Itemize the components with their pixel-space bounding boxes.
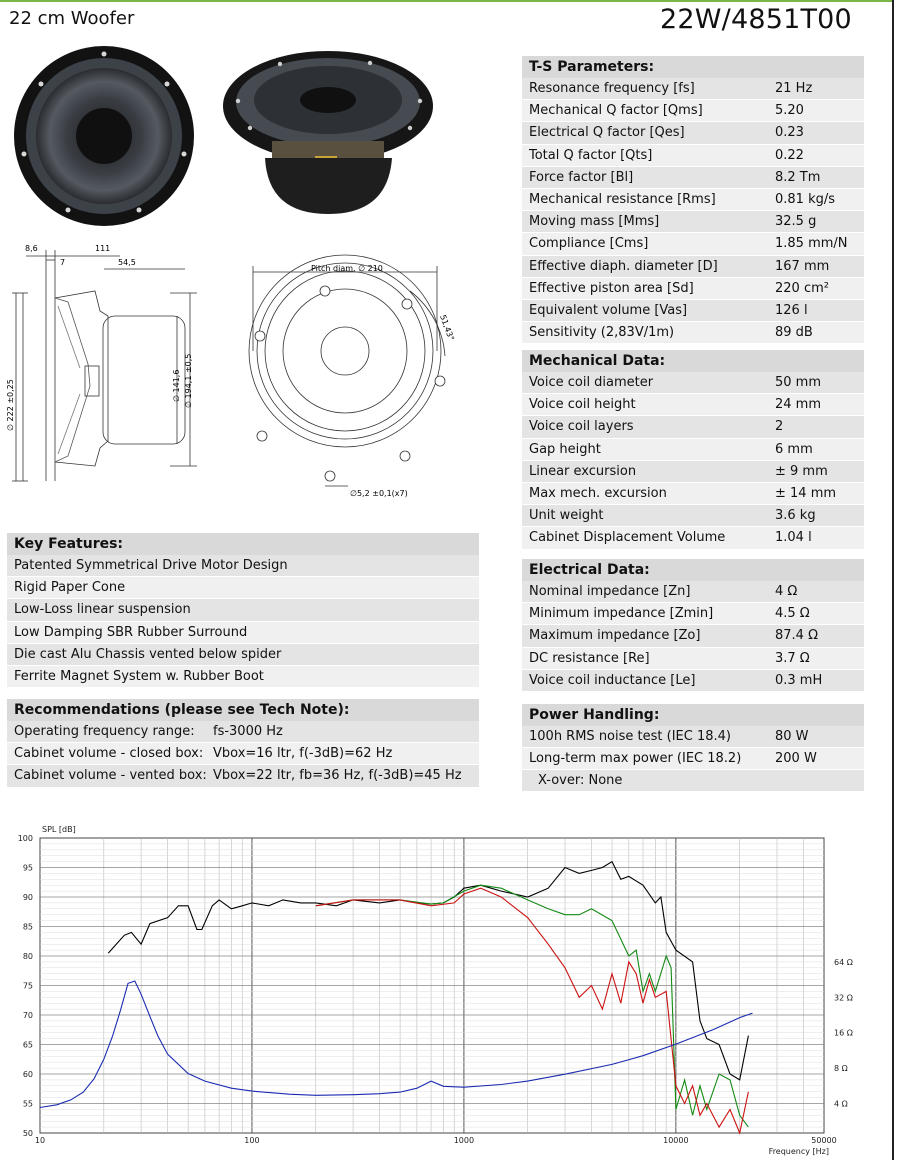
- key-features-title: Key Features:: [7, 533, 479, 555]
- y-tick-label: 55: [22, 1099, 33, 1109]
- mechanical-data-panel: [522, 350, 864, 550]
- model-number-title: 22W/4851T00: [660, 4, 852, 35]
- y-tick-label: 60: [22, 1070, 33, 1079]
- electrical-data-panel: [522, 559, 864, 692]
- y-tick-label: 70: [22, 1011, 33, 1020]
- param-label: Cabinet Displacement Volume: [529, 530, 726, 546]
- param-value: 8.2 Tm: [775, 169, 821, 185]
- x-tick-label: 10000: [663, 1136, 689, 1145]
- y-tick-label: 80: [22, 952, 33, 961]
- param-label: Total Q factor [Qts]: [529, 147, 653, 163]
- page-edge-rule: [892, 0, 894, 1160]
- table-row: [522, 461, 864, 483]
- param-value: 50 mm: [775, 375, 822, 390]
- impedance-tick-label: 64 Ω: [834, 957, 853, 967]
- table-row: [522, 100, 864, 122]
- product-type-title: 22 cm Woofer: [9, 8, 135, 29]
- param-value: ± 14 mm: [775, 485, 837, 501]
- power-handling-panel: [522, 704, 864, 792]
- param-label: Cabinet volume - closed box:: [14, 746, 204, 762]
- table-row: [7, 721, 479, 743]
- table-row: [522, 505, 864, 527]
- x-tick-label: 100: [244, 1136, 260, 1145]
- xover-note: X-over: None: [522, 770, 864, 792]
- y-tick-label: 85: [22, 922, 33, 932]
- y-tick-label: 95: [22, 863, 33, 873]
- y-tick-label: 100: [17, 834, 33, 843]
- param-value: 32.5 g: [775, 214, 817, 230]
- param-label: Voice coil diameter: [529, 375, 654, 390]
- param-label: Mechanical resistance [Rms]: [529, 191, 716, 207]
- param-label: Sensitivity (2,83V/1m): [529, 325, 675, 341]
- dim-222: ∅ 222 ±0,25: [6, 379, 15, 431]
- table-row: [522, 483, 864, 505]
- y-tick-label: 75: [22, 981, 33, 991]
- table-row: [522, 233, 864, 255]
- param-value: 24 mm: [775, 397, 822, 413]
- param-value: 0.23: [775, 125, 804, 141]
- feature-text: Die cast Alu Chassis vented below spider: [14, 646, 282, 662]
- param-value: 1.04 l: [775, 530, 812, 546]
- table-row: [522, 122, 864, 144]
- param-value: Vbox=16 ltr, f(-3dB)=62 Hz: [213, 746, 393, 762]
- angle-label: 51,43°: [438, 313, 456, 342]
- side-photo: [220, 46, 440, 221]
- param-label: Mechanical Q factor [Qms]: [529, 103, 703, 119]
- y-tick-label: 50: [22, 1129, 33, 1138]
- table-row: [522, 300, 864, 322]
- x-tick-label: 1000: [453, 1136, 475, 1145]
- table-row: [522, 167, 864, 189]
- param-label: Compliance [Cms]: [529, 236, 649, 252]
- param-value: 89 dB: [775, 325, 813, 341]
- param-label: Minimum impedance [Zmin]: [529, 606, 714, 622]
- feature-item: [7, 555, 479, 577]
- feature-item: [7, 599, 479, 621]
- recommendations-title: Recommendations (please see Tech Note):: [7, 699, 479, 721]
- y-tick-label: 90: [22, 893, 33, 902]
- param-label: Long-term max power (IEC 18.2): [529, 751, 742, 767]
- feature-text: Rigid Paper Cone: [14, 580, 126, 596]
- table-row: [522, 581, 864, 603]
- param-value: 167 mm: [775, 258, 830, 274]
- table-row: [522, 256, 864, 278]
- table-row: [522, 145, 864, 167]
- feature-item: [7, 622, 479, 644]
- param-label: 100h RMS noise test (IEC 18.4): [529, 729, 731, 744]
- param-value: 0.22: [775, 147, 804, 163]
- impedance-tick-label: 32 Ω: [834, 993, 853, 1003]
- dim-111: 111: [95, 244, 111, 253]
- technical-drawing: [0, 236, 480, 506]
- table-row: [522, 439, 864, 461]
- dim-8-6: 8,6: [25, 244, 38, 253]
- param-label: Max mech. excursion: [529, 485, 667, 501]
- header-rule: [0, 0, 893, 2]
- table-row: [7, 743, 479, 765]
- param-label: Voice coil inductance [Le]: [529, 672, 696, 688]
- dim-54-5: 54,5: [118, 258, 136, 267]
- ts-parameters-title: T-S Parameters:: [522, 56, 864, 78]
- ts-parameters-panel: [522, 56, 864, 344]
- table-row: [522, 78, 864, 100]
- feature-item: [7, 577, 479, 599]
- table-row: [522, 211, 864, 233]
- param-value: ± 9 mm: [775, 463, 828, 479]
- param-label: Nominal impedance [Zn]: [529, 584, 691, 599]
- impedance-tick-label: 8 Ω: [834, 1064, 848, 1074]
- param-value: 6 mm: [775, 441, 813, 457]
- table-row: [522, 189, 864, 211]
- param-label: Operating frequency range:: [14, 724, 195, 739]
- feature-item: [7, 666, 479, 688]
- param-label: Cabinet volume - vented box:: [14, 768, 207, 784]
- key-features-panel: [7, 533, 479, 688]
- impedance-tick-label: 16 Ω: [834, 1028, 853, 1038]
- feature-text: Ferrite Magnet System w. Rubber Boot: [14, 668, 264, 684]
- dim-141-6: ∅ 141,6: [172, 369, 181, 402]
- recommendations-panel: [7, 699, 479, 788]
- param-label: Electrical Q factor [Qes]: [529, 125, 685, 141]
- param-label: Voice coil height: [529, 397, 636, 413]
- table-row: [522, 748, 864, 770]
- param-value: 3.6 kg: [775, 508, 816, 524]
- feature-text: Low Damping SBR Rubber Surround: [14, 624, 248, 640]
- param-label: Gap height: [529, 441, 601, 457]
- param-label: Voice coil layers: [529, 419, 634, 435]
- dim-194-1: ∅ 194,1 ±0,5: [184, 353, 193, 408]
- param-label: Linear excursion: [529, 463, 637, 479]
- feature-text: Patented Symmetrical Drive Motor Design: [14, 558, 288, 573]
- param-value: 3.7 Ω: [775, 650, 810, 666]
- param-value: 0.81 kg/s: [775, 191, 836, 207]
- table-row: [522, 322, 864, 344]
- table-row: [522, 625, 864, 647]
- power-handling-title: Power Handling:: [522, 704, 864, 726]
- param-value: 80 W: [775, 729, 809, 744]
- param-value: 220 cm²: [775, 280, 829, 296]
- table-row: [522, 527, 864, 549]
- y-axis-label: SPL [dB]: [42, 825, 76, 834]
- param-label: Moving mass [Mms]: [529, 214, 660, 230]
- param-label: DC resistance [Re]: [529, 650, 650, 666]
- impedance-tick-label: 4 Ω: [834, 1099, 848, 1109]
- frequency-response-chart: [0, 815, 890, 1160]
- param-label: Equivalent volume [Vas]: [529, 302, 688, 318]
- param-value: 200 W: [775, 751, 817, 767]
- param-value: 0.3 mH: [775, 672, 823, 688]
- param-value: Vbox=22 ltr, fb=36 Hz, f(-3dB)=45 Hz: [213, 768, 462, 784]
- param-value: 5.20: [775, 103, 804, 119]
- dim-7: 7: [60, 258, 66, 267]
- table-row: [522, 278, 864, 300]
- holes-label: ∅5,2 ±0,1(x7): [350, 489, 408, 498]
- param-value: 21 Hz: [775, 81, 813, 96]
- mechanical-data-title: Mechanical Data:: [522, 350, 864, 372]
- table-row: [522, 372, 864, 394]
- electrical-data-title: Electrical Data:: [522, 559, 864, 581]
- param-value: 2: [775, 419, 784, 435]
- x-axis-label: Frequency [Hz]: [768, 1147, 829, 1156]
- pitch-diameter-label: Pitch diam. ∅ 210: [311, 264, 383, 273]
- table-row: [522, 394, 864, 416]
- param-label: Effective piston area [Sd]: [529, 280, 694, 296]
- param-label: Force factor [Bl]: [529, 169, 634, 185]
- front-photo: [12, 44, 197, 229]
- param-value: 126 l: [775, 302, 808, 318]
- param-value: 87.4 Ω: [775, 628, 819, 644]
- param-label: Effective diaph. diameter [D]: [529, 258, 718, 274]
- param-value: 1.85 mm/N: [775, 236, 848, 252]
- x-tick-label: 10: [34, 1136, 46, 1145]
- x-tick-label: 50000: [811, 1136, 837, 1145]
- feature-text: Low-Loss linear suspension: [14, 602, 191, 618]
- y-tick-label: 65: [22, 1040, 33, 1050]
- param-label: Unit weight: [529, 508, 604, 524]
- table-row: [522, 416, 864, 438]
- table-row: [522, 670, 864, 692]
- table-row: [522, 648, 864, 670]
- param-value: 4 Ω: [775, 584, 798, 599]
- feature-item: [7, 644, 479, 666]
- param-label: Maximum impedance [Zo]: [529, 628, 701, 644]
- table-row: [522, 726, 864, 748]
- param-label: Resonance frequency [fs]: [529, 81, 695, 96]
- param-value: fs-3000 Hz: [213, 724, 283, 739]
- param-value: 4.5 Ω: [775, 606, 810, 622]
- table-row: [7, 765, 479, 787]
- table-row: [522, 603, 864, 625]
